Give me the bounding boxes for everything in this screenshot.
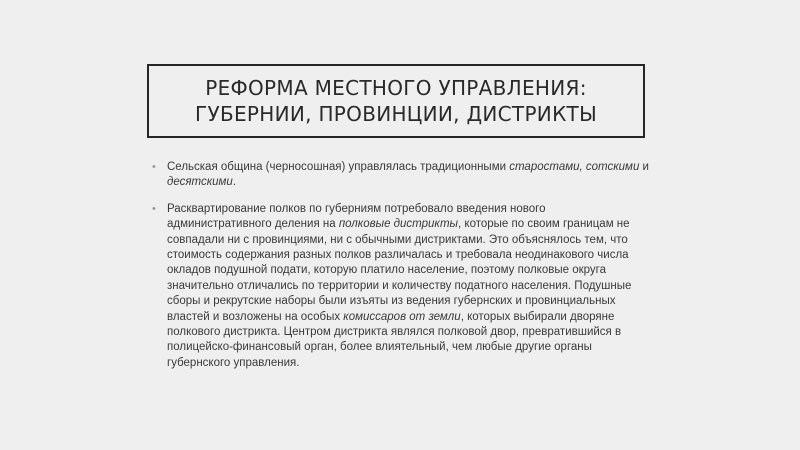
bullet-item — [152, 160, 652, 191]
bullet-icon: • — [152, 202, 156, 215]
bullet-text — [167, 203, 631, 369]
title-box — [147, 64, 645, 138]
bullet-text — [167, 161, 649, 188]
text-segment: Расквартирование полков по губерниям потребовало введения нового административного деления на — [167, 202, 546, 231]
italic-term: комиссаров от земли — [343, 310, 461, 323]
text-segment: Сельская община (черносошная) управлялась традиционными — [167, 161, 510, 173]
italic-term: старостами, сотскими — [509, 161, 640, 173]
bullet-list — [152, 160, 652, 371]
bullet-icon: • — [152, 161, 156, 173]
italic-term: десятскими — [167, 176, 233, 189]
text-segment: и — [639, 161, 649, 173]
italic-term: полковые дистрикты — [338, 218, 459, 231]
bullet-item — [152, 202, 652, 371]
text-segment: . — [232, 176, 237, 189]
title-line-2: ГУБЕРНИИ, ПРОВИНЦИИ, ДИСТРИКТЫ — [194, 102, 598, 126]
text-segment: , которые по своим границам не совпадали ни с провинциями, ни с обычными дистриктами. Это объяснялось тем, что стоимость содержания разных полков различалась и требовала неодинакового числа окладов подушной подати, которую платило население, поэтому полковые округа значительно отличались по территории и количеству податного населения. Подушные сборы и рекрутские наборы были изъяты из ведения губернских и провинциальных властей и возложены на особых — [167, 218, 632, 323]
slide-title — [195, 75, 597, 127]
title-line-1: РЕФОРМА МЕСТНОГО УПРАВЛЕНИЯ: — [205, 76, 587, 100]
text-segment: , которых выбирали дворяне полкового дистрикта. Центром дистрикта являлся полковой двор, превратившийся в полицейско-финансовый орган, более влиятельный, чем любые другие органы губернского управления. — [167, 310, 622, 369]
